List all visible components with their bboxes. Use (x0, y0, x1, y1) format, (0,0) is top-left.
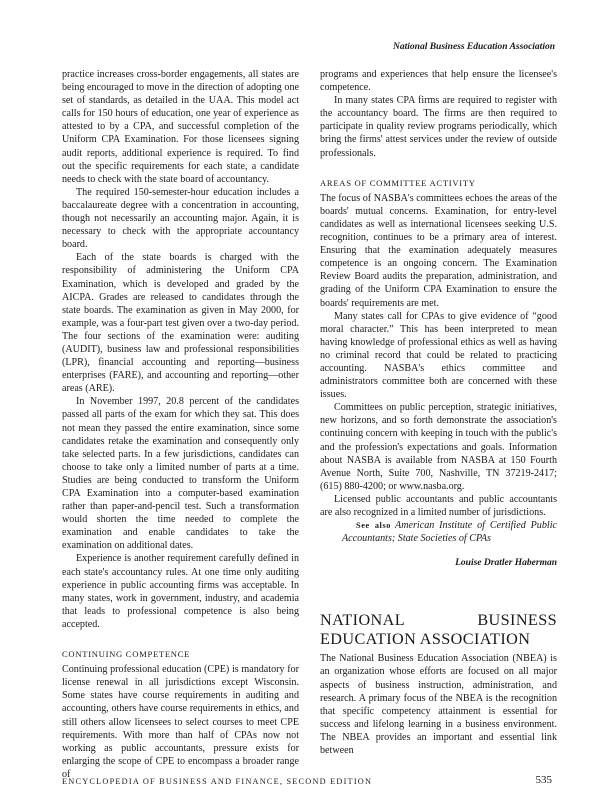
paragraph: In November 1997, 20.8 percent of the candidates passed all parts of the exam for which they sat. This does not mean they passed the entire examination, since some candidates retake the examination and consequently only take selected parts. In a few jurisdictions, candidates can choose to take only a limited number of parts at a time. Studies are being conducted to transform the Uniform CPA Examination into a computer-based examination rather than paper-and-pencil test. Such a transformation would shorten the time needed to complete the examination and enable candidates to take the examination on additional dates. (62, 396, 299, 552)
paragraph: Committees on public perception, strategic initiatives, new horizons, and so forth demonstrate the association's continuing concern with keeping in touch with the public's and the profession's expectations and goals. Information about NASBA is available from NASBA at 150 Fourth Avenue North, Suite 700, Nashville, TN 37219-2417; (615) 880-4200; or www.nasba.org. (320, 402, 557, 492)
see-also (320, 519, 557, 545)
footer-book-title: ENCYCLOPEDIA OF BUSINESS AND FINANCE, SECOND EDITION (62, 777, 373, 786)
paragraph: Experience is another requirement carefully defined in each state's accountancy rules. At one time only auditing experience in public accounting firms was acceptable. In many states, work in government, industry, and academia that leads to professional competence is also being accepted. (62, 553, 299, 630)
paragraph: Each of the state boards is charged with the responsibility of administering the Uniform CPA Examination, which is developed and graded by the AICPA. Grades are released to candidates through the state boards. The examination as given in May 2000, for example, was a four-part test given over a two-day period. The four sections of the examination were: auditing (AUDIT), business law and professional responsibilities (LPR), financial accounting and reporting—business enterprises (FARE), and accounting and reporting—other areas (ARE). (62, 252, 299, 395)
paragraph: Licensed public accountants and public accountants are also recognized in a limited number of jurisdictions. (320, 493, 557, 518)
section-heading-continuing-competence: CONTINUING COMPETENCE (62, 649, 191, 660)
paragraph: The National Business Education Association (NBEA) is an organization whose efforts are focused on all major aspects of business instruction, administration, and research. A primary focus of the NBEA is the recognition that specific competency attainment is essential for success and lifelong learning in a business environment. The NBEA provides an important and essential link between (320, 653, 557, 757)
section-heading-committee-activity: AREAS OF COMMITTEE ACTIVITY (320, 177, 476, 188)
author-byline: Louise Dratler Haberman (455, 558, 557, 569)
paragraph: practice increases cross-border engagements, all states are being encouraged to move in the direction of adopting one set of standards, as detailed in the UAA. This model act calls for 150 hours of education, one year of experience as attested to by a CPA, and successful completion of the Uniform CPA Examination. For those licensees signing audit reports, additional experience is required. To find out the specific requirements for each state, a candidate needs to check with the state board of accountancy. (62, 69, 299, 185)
paragraph: In many states CPA firms are required to register with the accountancy board. The firms are then required to participate in quality review programs periodically, which bring the firms' attest services under the review of outside professionals. (320, 95, 557, 159)
paragraph: programs and experiences that help ensure the licensee's competence. (320, 69, 557, 94)
see-also-links[interactable]: American Institute of Certified Public Accountants; State Societies of CPAs (342, 520, 557, 545)
entry-title: NATIONAL BUSINESS EDUCATION ASSOCIATION (320, 611, 557, 648)
see-also-label: See also (356, 521, 392, 531)
paragraph: The focus of NASBA's committees echoes the areas of the boards' mutual concerns. Examination, for entry-level candidates as well as international licensees seeking U.S. recognition, continues to be a primary area of interest. Ensuring that the examination adequately measures competence is an ongoing concern. The Examination Review Board audits the preparation, administration, and grading of the Uniform CPA Examination to ensure the boards' requirements are met. (320, 192, 557, 309)
paragraph: Continuing professional education (CPE) is mandatory for license renewal in all jurisdictions except Wisconsin. Some states have course requirements in auditing and accounting, others have course requirements in ethics, and still others allow licensees to select courses to meet CPE requirements. With more than half of CPAs now not working as public accountants, pressure exists for enlarging the scope of CPE to encompass a broader range of (62, 664, 299, 780)
paragraph: Many states call for CPAs to give evidence of “good moral character.” This has been interpreted to mean having knowledge of professional ethics as well as having no criminal record that could be related to practicing accounting. NASBA's ethics committee and administrators committee both are concerned with these issues. (320, 310, 557, 401)
running-head: National Business Education Association (393, 42, 555, 52)
page-number: 535 (535, 774, 552, 786)
paragraph: The required 150-semester-hour education includes a baccalaureate degree with a concentration in accounting, though not necessarily an accounting major. Again, it is necessary to check with the appropriate accountancy board. (62, 186, 299, 251)
right-column (320, 68, 557, 757)
left-column (62, 68, 299, 781)
